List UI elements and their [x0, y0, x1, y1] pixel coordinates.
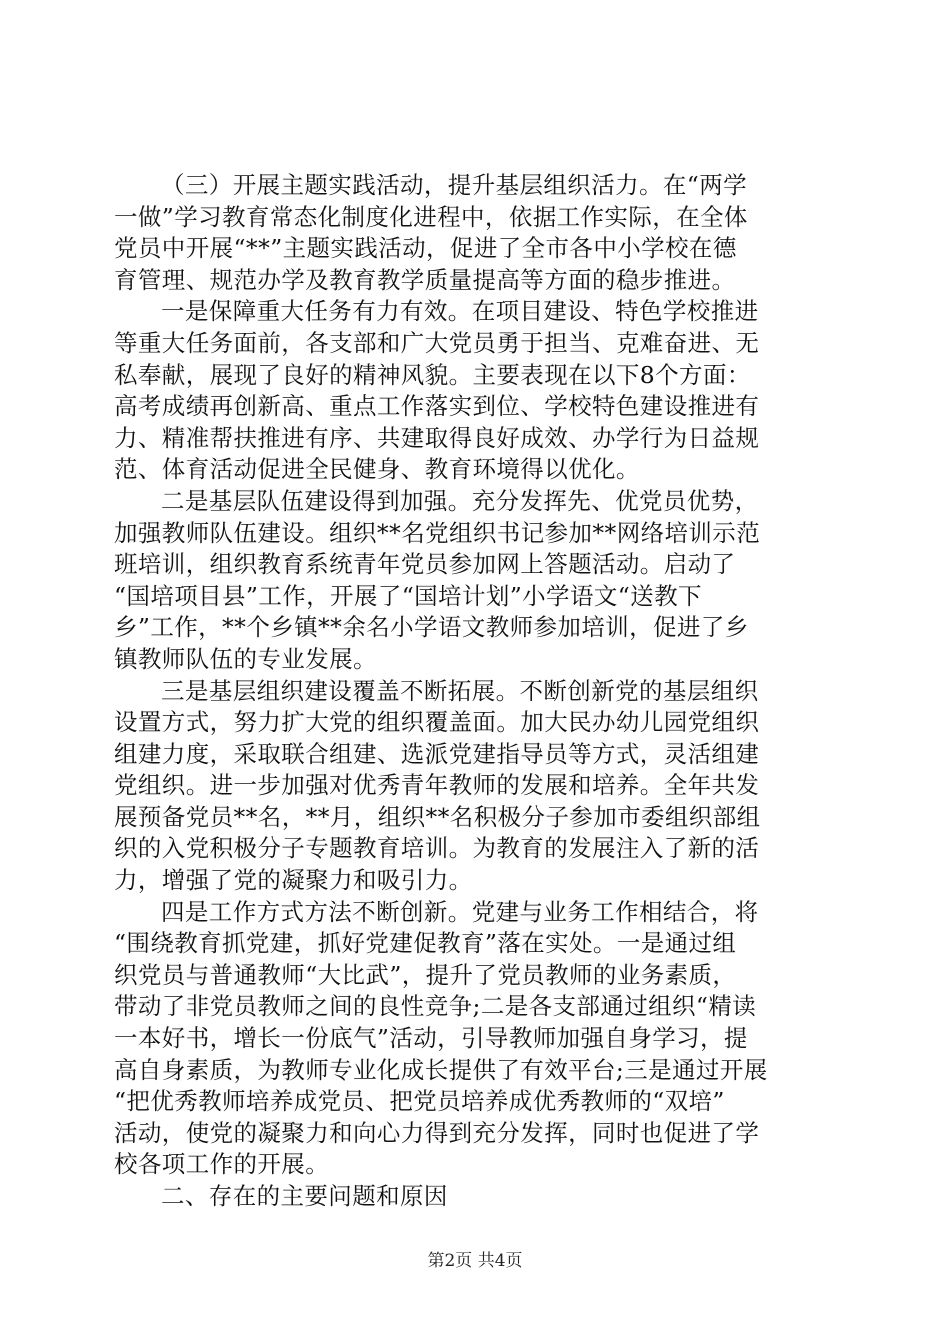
text-line: （三）开展主题实践活动，提升基层组织活力。在“两学 — [161, 171, 748, 199]
text-line: 组建力度，采取联合组建、选派党建指导员等方式，灵活组建 — [114, 739, 760, 768]
text-line: 党员中开展“**”主题实践活动，促进了全市各中小学校在德 — [114, 234, 737, 263]
text-line: 展预备党员**名，**月，组织**名积极分子参加市委组织部组 — [114, 802, 761, 831]
text-line: 范、体育活动促进全民健身、教育环境得以优化。 — [114, 455, 640, 484]
text-line: 活动，使党的凝聚力和向心力得到充分发挥，同时也促进了学 — [114, 1118, 760, 1147]
text-line: 力、精准帮扶推进有序、共建取得良好成效、办学行为日益规 — [114, 423, 760, 452]
text-line: 一是保障重大任务有力有效。在项目建设、特色学校推进 — [161, 297, 759, 326]
text-line: 织的入党积极分子专题教育培训。为教育的发展注入了新的活 — [114, 834, 760, 863]
text-line: 四是工作方式方法不断创新。党建与业务工作相结合，将 — [161, 897, 759, 926]
text-line: 带动了非党员教师之间的良性竞争;二是各支部通过组织“精读 — [114, 992, 757, 1021]
text-line: “国培项目县”工作，开展了“国培计划”小学语文“送教下 — [114, 581, 702, 610]
text-line: 高自身素质，为教师专业化成长提供了有效平台;三是通过开展 — [114, 1055, 768, 1084]
text-line: 育管理、规范办学及教育教学质量提高等方面的稳步推进。 — [114, 265, 736, 294]
text-line: 等重大任务面前，各支部和广大党员勇于担当、克难奋进、无 — [114, 328, 760, 357]
text-line: “围绕教育抓党建，抓好党建促教育”落在实处。一是通过组 — [114, 929, 737, 958]
text-line: 三是基层组织建设覆盖不断拓展。不断创新党的基层组织 — [161, 676, 759, 705]
text-line: 班培训，组织教育系统青年党员参加网上答题活动。启动了 — [114, 550, 736, 579]
text-line: “把优秀教师培养成党员、把党员培养成优秀教师的“双培” — [114, 1087, 725, 1116]
text-line: 织党员与普通教师“大比武”，提升了党员教师的业务素质， — [114, 960, 737, 989]
text-line: 高考成绩再创新高、重点工作落实到位、学校特色建设推进有 — [114, 392, 760, 421]
text-line: 校各项工作的开展。 — [114, 1150, 330, 1179]
text-line: 加强教师队伍建设。组织**名党组织书记参加**网络培训示范 — [114, 518, 761, 547]
text-line: 一做”学习教育常态化制度化进程中，依据工作实际，在全体 — [114, 202, 748, 231]
text-line: 党组织。进一步加强对优秀青年教师的发展和培养。全年共发 — [114, 771, 760, 800]
text-line: 二是基层队伍建设得到加强。充分发挥先、优党员优势， — [161, 486, 759, 515]
text-line: 一本好书，增长一份底气”活动，引导教师加强自身学习，提 — [114, 1024, 748, 1053]
text-line: 镇教师队伍的专业发展。 — [114, 644, 377, 673]
document-body — [114, 170, 834, 1213]
text-line: 设置方式，努力扩大党的组织覆盖面。加大民办幼儿园党组织 — [114, 708, 760, 737]
text-line: 二、存在的主要问题和原因 — [161, 1182, 448, 1210]
text-line: 力，增强了党的凝聚力和吸引力。 — [114, 866, 473, 895]
text-line: 私奉献，展现了良好的精神风貌。主要表现在以下8个方面： — [114, 360, 751, 389]
page-footer: 第2页 共4页 — [427, 1251, 523, 1271]
text-line: 乡”工作，**个乡镇**余名小学语文教师参加培训，促进了乡 — [114, 613, 749, 642]
